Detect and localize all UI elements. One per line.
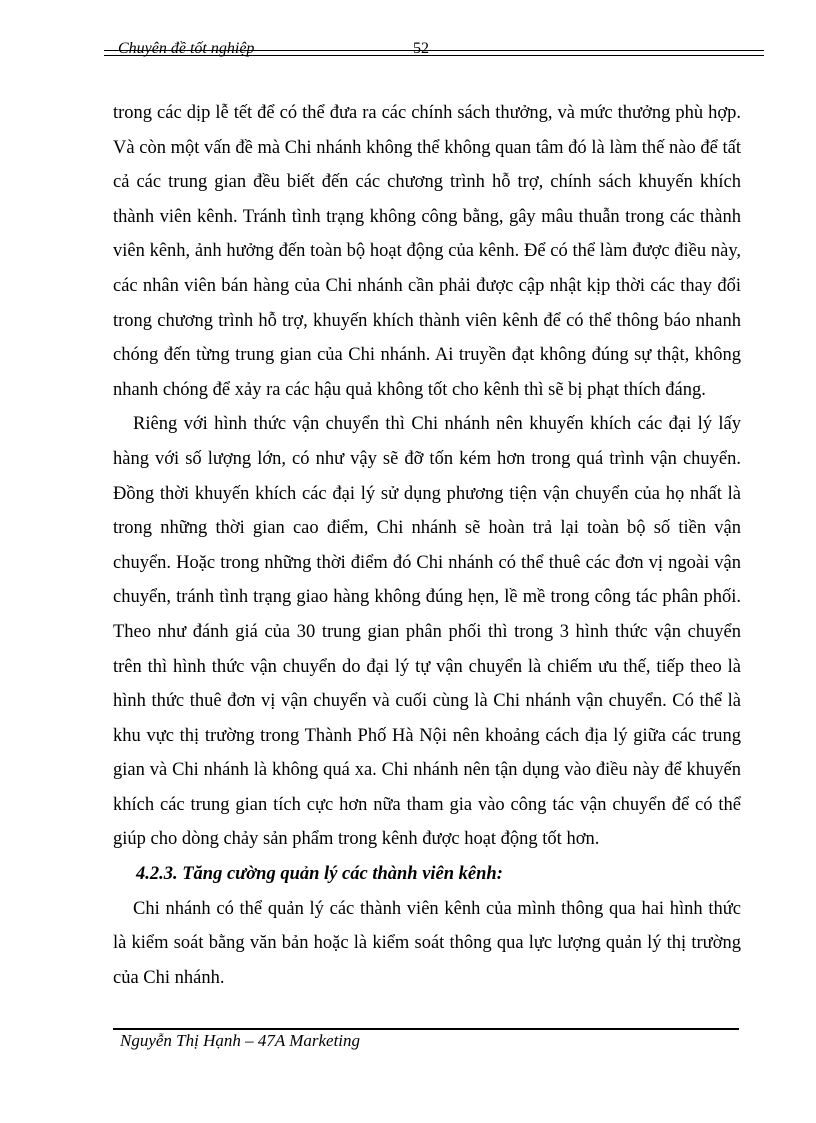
section-paragraph: Chi nhánh có thể quản lý các thành viên kênh của mình thông qua hai hình thức là kiểm soát bằng văn bản hoặc là kiểm soát thông qua lực lượng quản lý thị trường của Chi nhánh. bbox=[113, 898, 741, 988]
footer-author: Nguyễn Thị Hạnh – 47A Marketing bbox=[120, 1031, 361, 1050]
footer-divider bbox=[113, 1028, 739, 1030]
header-divider bbox=[104, 50, 764, 56]
paragraph-2: Riêng với hình thức vận chuyển thì Chi nhánh nên khuyến khích các đại lý lấy hàng với số lượng lớn, có như vậy sẽ đỡ tốn kém hơn trong quá trình vận chuyển. Đồng thời khuyến khích các đại lý sử dụng phương tiện vận chuyển của họ nhất là trong những thời gian cao điểm, Chi nhánh sẽ hoàn trả lại toàn bộ số tiền vận chuyển. Hoặc trong những thời điểm đó Chi nhánh có thể thuê các đơn vị ngoài vận chuyển, tránh tình trạng giao hàng không đúng hẹn, lề mề trong công tác phân phối. Theo như đánh giá của 30 trung gian phân phối thì trong 3 hình thức vận chuyển trên thì hình thức vận chuyển do đại lý tự vận chuyển là chiếm ưu thế, tiếp theo là hình thức thuê đơn vị vận chuyển và cuối cùng là Chi nhánh vận chuyển. Có thể là khu vực thị trường trong Thành Phố Hà Nội nên khoảng cách địa lý giữa các trung gian và Chi nhánh là không quá xa. Chi nhánh nên tận dụng vào điều này để khuyến khích các trung gian tích cực hơn nữa tham gia vào công tác vận chuyển để có thể giúp cho dòng chảy sản phẩm trong kênh được hoạt động tốt hơn. bbox=[113, 414, 741, 850]
section-heading: 4.2.3. Tăng cường quản lý các thành viên kênh: bbox=[136, 864, 503, 885]
paragraph-1: trong các dịp lễ tết để có thể đưa ra các chính sách thưởng, và mức thưởng phù hợp. Và còn một vấn đề mà Chi nhánh không thể không quan tâm đó là làm thế nào để tất cả các trung gian đều biết đến các chương trình hỗ trợ, chính sách khuyến khích thành viên kênh. Tránh tình trạng không công bằng, gây mâu thuẫn trong các thành viên kênh, ảnh hưởng đến toàn bộ hoạt động của kênh. Để có thể làm được điều này, các nhân viên bán hàng của Chi nhánh cần phải được cập nhật kịp thời các thay đổi trong chương trình hỗ trợ, khuyến khích thành viên kênh để có thể thông báo nhanh chóng đến từng trung gian của Chi nhánh. Ai truyền đạt không đúng sự thật, không nhanh chóng để xảy ra các hậu quả không tốt cho kênh thì sẽ bị phạt thích đáng. bbox=[113, 103, 741, 400]
page-number: 52 bbox=[413, 40, 429, 57]
document-body bbox=[113, 96, 741, 995]
header-title: Chuyên đề tốt nghiệp bbox=[118, 40, 255, 57]
